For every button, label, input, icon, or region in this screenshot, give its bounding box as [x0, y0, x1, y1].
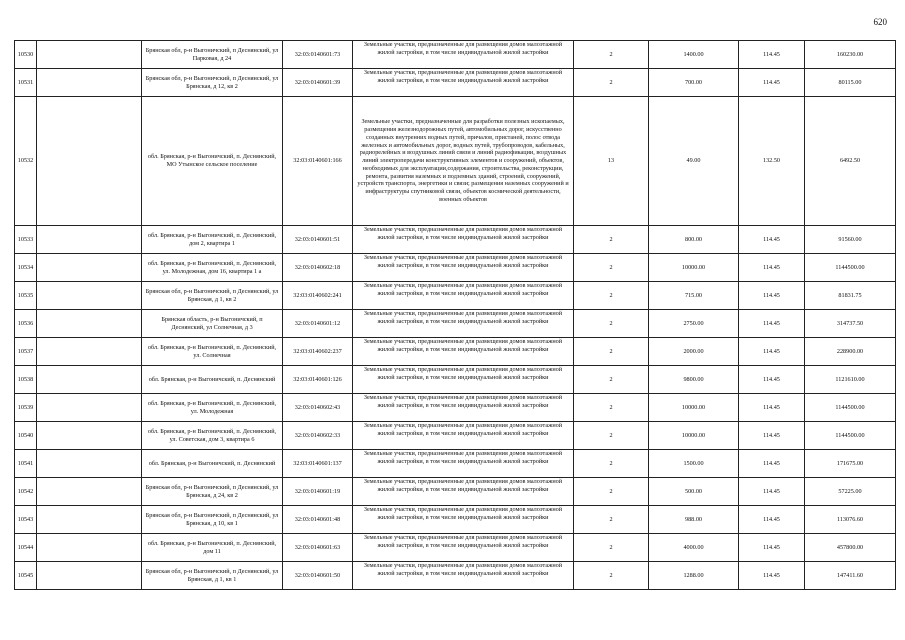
cadastral-number-cell: 32:03:0140601:51	[283, 226, 353, 254]
use-group-cell: 2	[574, 450, 649, 478]
table-row	[15, 366, 896, 394]
table-row	[15, 394, 896, 422]
row-number: 10536	[15, 310, 37, 338]
address-cell: Брянская обл, р-н Выгоничский, п Деснянский, ул Брянская, д 1, кв 2	[142, 282, 283, 310]
specific-value-cell: 114.45	[739, 450, 805, 478]
table-row	[15, 310, 896, 338]
address-cell: обл. Брянская, р-н Выгоничский, п. Деснянский, МО Утынское сельское поселение	[142, 97, 283, 226]
cadastral-number-cell: 32:03:0140601:137	[283, 450, 353, 478]
use-group-cell: 2	[574, 534, 649, 562]
area-cell: 10000.00	[649, 394, 739, 422]
specific-value-cell: 114.45	[739, 69, 805, 97]
specific-value-cell: 132.50	[739, 97, 805, 226]
cadastral-value-table	[14, 40, 896, 590]
blank-cell	[37, 226, 142, 254]
area-cell: 2750.00	[649, 310, 739, 338]
table-row	[15, 97, 896, 226]
land-use-purpose-cell: Земельные участки, предназначенные для размещения домов малоэтажной жилой застройки, в том числе индивидуальной жилой застройки	[353, 282, 574, 310]
row-number: 10545	[15, 562, 37, 590]
land-use-purpose-cell: Земельные участки, предназначенные для размещения домов малоэтажной жилой застройки, в том числе индивидуальной жилой застройки	[353, 69, 574, 97]
blank-cell	[37, 506, 142, 534]
land-use-purpose-cell: Земельные участки, предназначенные для размещения домов малоэтажной жилой застройки, в том числе индивидуальной жилой застройки	[353, 226, 574, 254]
blank-cell	[37, 450, 142, 478]
cadastral-value-cell: 91560.00	[805, 226, 896, 254]
use-group-cell: 2	[574, 254, 649, 282]
land-use-purpose-cell: Земельные участки, предназначенные для размещения домов малоэтажной жилой застройки, в том числе индивидуальной жилой застройки	[353, 338, 574, 366]
use-group-cell: 2	[574, 422, 649, 450]
land-use-purpose-cell: Земельные участки, предназначенные для размещения домов малоэтажной жилой застройки, в том числе индивидуальной жилой застройки	[353, 450, 574, 478]
area-cell: 1400.00	[649, 41, 739, 69]
cadastral-value-cell: 1144500.00	[805, 254, 896, 282]
blank-cell	[37, 478, 142, 506]
cadastral-number-cell: 32:03:0140601:48	[283, 506, 353, 534]
cadastral-value-cell: 160230.00	[805, 41, 896, 69]
address-cell: обл. Брянская, р-н Выгоничский, п. Деснянский, дом 11	[142, 534, 283, 562]
row-number: 10535	[15, 282, 37, 310]
specific-value-cell: 114.45	[739, 394, 805, 422]
area-cell: 49.00	[649, 97, 739, 226]
area-cell: 10000.00	[649, 422, 739, 450]
row-number: 10534	[15, 254, 37, 282]
area-cell: 700.00	[649, 69, 739, 97]
use-group-cell: 2	[574, 226, 649, 254]
row-number: 10532	[15, 97, 37, 226]
cadastral-value-cell: 80115.00	[805, 69, 896, 97]
address-cell: Брянская обл, р-н Выгоничский, п Деснянский, ул Брянская, д 24, кв 2	[142, 478, 283, 506]
cadastral-number-cell: 32:03:0140601:50	[283, 562, 353, 590]
specific-value-cell: 114.45	[739, 254, 805, 282]
cadastral-value-cell: 228900.00	[805, 338, 896, 366]
address-cell: обл. Брянская, р-н Выгоничский, п. Деснянский	[142, 366, 283, 394]
table-row	[15, 478, 896, 506]
area-cell: 2000.00	[649, 338, 739, 366]
cadastral-value-cell: 147411.60	[805, 562, 896, 590]
row-number: 10541	[15, 450, 37, 478]
area-cell: 988.00	[649, 506, 739, 534]
cadastral-value-cell: 1144500.00	[805, 394, 896, 422]
blank-cell	[37, 69, 142, 97]
address-cell: Брянская обл, р-н Выгоничский, п Деснянский, ул Брянская, д 10, кв 1	[142, 506, 283, 534]
land-use-purpose-cell: Земельные участки, предназначенные для размещения домов малоэтажной жилой застройки, в том числе индивидуальной жилой застройки	[353, 562, 574, 590]
cadastral-number-cell: 32:03:0140601:166	[283, 97, 353, 226]
table-row	[15, 41, 896, 69]
area-cell: 1288.00	[649, 562, 739, 590]
cadastral-value-cell: 1121610.00	[805, 366, 896, 394]
cadastral-number-cell: 32:03:0140601:126	[283, 366, 353, 394]
specific-value-cell: 114.45	[739, 310, 805, 338]
table-row	[15, 534, 896, 562]
row-number: 10537	[15, 338, 37, 366]
cadastral-value-cell: 113076.60	[805, 506, 896, 534]
specific-value-cell: 114.45	[739, 562, 805, 590]
address-cell: обл. Брянская, р-н Выгоничский, п. Деснянский, ул. Молодежная	[142, 394, 283, 422]
blank-cell	[37, 41, 142, 69]
area-cell: 500.00	[649, 478, 739, 506]
address-cell: Брянская область, р-н Выгоничский, п Деснянский, ул Солнечная, д 3	[142, 310, 283, 338]
use-group-cell: 2	[574, 69, 649, 97]
blank-cell	[37, 422, 142, 450]
cadastral-number-cell: 32:03:0140602:237	[283, 338, 353, 366]
blank-cell	[37, 310, 142, 338]
cadastral-number-cell: 32:03:0140601:73	[283, 41, 353, 69]
area-cell: 10000.00	[649, 254, 739, 282]
cadastral-number-cell: 32:03:0140601:39	[283, 69, 353, 97]
specific-value-cell: 114.45	[739, 226, 805, 254]
table-row	[15, 69, 896, 97]
table-row	[15, 562, 896, 590]
row-number: 10538	[15, 366, 37, 394]
cadastral-number-cell: 32:03:0140602:18	[283, 254, 353, 282]
cadastral-value-cell: 57225.00	[805, 478, 896, 506]
use-group-cell: 2	[574, 478, 649, 506]
blank-cell	[37, 254, 142, 282]
cadastral-value-cell: 6492.50	[805, 97, 896, 226]
land-use-purpose-cell: Земельные участки, предназначенные для размещения домов малоэтажной жилой застройки, в том числе индивидуальной жилой застройки	[353, 506, 574, 534]
cadastral-value-cell: 1144500.00	[805, 422, 896, 450]
cadastral-number-cell: 32:03:0140602:241	[283, 282, 353, 310]
use-group-cell: 2	[574, 310, 649, 338]
land-use-purpose-cell: Земельные участки, предназначенные для размещения домов малоэтажной жилой застройки, в том числе индивидуальной жилой застройки	[353, 310, 574, 338]
address-cell: обл. Брянская, р-н Выгоничский, п. Деснянский, ул. Советская, дом 3, квартира 6	[142, 422, 283, 450]
area-cell: 715.00	[649, 282, 739, 310]
address-cell: Брянская обл, р-н Выгоничский, п Деснянский, ул Брянская, д 1, кв 1	[142, 562, 283, 590]
table-row	[15, 506, 896, 534]
table-row	[15, 338, 896, 366]
row-number: 10544	[15, 534, 37, 562]
land-use-purpose-cell: Земельные участки, предназначенные для разработки полезных ископаемых, размещения железнодорожных путей, автомобильных дорог, искусственно созданных внутренних водных путей, причалов, пристаней, полос отвода железных и автомобильных дорог, водных путей, трубопроводов, кабельных, радиорелейных и воздушных линий связи и линий радиофикации, воздушных линий электропередачи конструктивных элементов и сооружений, объектов, необходимых для эксплуатации,содержания, строительства, реконструкции, ремонта, развития наземных и подземных зданий, строений, сооружений, устройств транспорта, энергетики и связи; размещения наземных сооружений и инфраструктуры спутниковой связи, объектов космической деятельности, военных объектов	[353, 97, 574, 226]
address-cell: обл. Брянская, р-н Выгоничский, п. Деснянский, ул. Молодежная, дом 16, квартира 1 а	[142, 254, 283, 282]
address-cell: обл. Брянская, р-н Выгоничский, п. Деснянский, ул. Солнечная	[142, 338, 283, 366]
row-number: 10543	[15, 506, 37, 534]
land-use-purpose-cell: Земельные участки, предназначенные для размещения домов малоэтажной жилой застройки, в том числе индивидуальной жилой застройки	[353, 534, 574, 562]
row-number: 10533	[15, 226, 37, 254]
area-cell: 9800.00	[649, 366, 739, 394]
blank-cell	[37, 394, 142, 422]
address-cell: обл. Брянская, р-н Выгоничский, п. Деснянский	[142, 450, 283, 478]
use-group-cell: 2	[574, 562, 649, 590]
specific-value-cell: 114.45	[739, 422, 805, 450]
use-group-cell: 2	[574, 366, 649, 394]
row-number: 10539	[15, 394, 37, 422]
use-group-cell: 2	[574, 338, 649, 366]
table-row	[15, 450, 896, 478]
specific-value-cell: 114.45	[739, 506, 805, 534]
specific-value-cell: 114.45	[739, 534, 805, 562]
blank-cell	[37, 562, 142, 590]
row-number: 10540	[15, 422, 37, 450]
blank-cell	[37, 534, 142, 562]
area-cell: 800.00	[649, 226, 739, 254]
land-use-purpose-cell: Земельные участки, предназначенные для размещения домов малоэтажной жилой застройки, в том числе индивидуальной жилой застройки	[353, 478, 574, 506]
area-cell: 4000.00	[649, 534, 739, 562]
land-use-purpose-cell: Земельные участки, предназначенные для размещения домов малоэтажной жилой застройки, в том числе индивидуальной жилой застройки	[353, 422, 574, 450]
table-row	[15, 226, 896, 254]
row-number: 10531	[15, 69, 37, 97]
table-row	[15, 254, 896, 282]
blank-cell	[37, 282, 142, 310]
cadastral-value-cell: 81831.75	[805, 282, 896, 310]
cadastral-value-cell: 314737.50	[805, 310, 896, 338]
address-cell: обл. Брянская, р-н Выгоничский, п. Деснянский, дом 2, квартира 1	[142, 226, 283, 254]
specific-value-cell: 114.45	[739, 366, 805, 394]
cadastral-number-cell: 32:03:0140601:12	[283, 310, 353, 338]
blank-cell	[37, 338, 142, 366]
use-group-cell: 2	[574, 41, 649, 69]
row-number: 10542	[15, 478, 37, 506]
cadastral-number-cell: 32:03:0140601:63	[283, 534, 353, 562]
blank-cell	[37, 366, 142, 394]
address-cell: Брянская обл, р-н Выгоничский, п Деснянский, ул Парковая, д 24	[142, 41, 283, 69]
table-row	[15, 422, 896, 450]
specific-value-cell: 114.45	[739, 478, 805, 506]
land-use-purpose-cell: Земельные участки, предназначенные для размещения домов малоэтажной жилой застройки, в том числе индивидуальной жилой застройки	[353, 254, 574, 282]
cadastral-number-cell: 32:03:0140602:33	[283, 422, 353, 450]
cadastral-value-cell: 457800.00	[805, 534, 896, 562]
land-use-purpose-cell: Земельные участки, предназначенные для размещения домов малоэтажной жилой застройки, в том числе индивидуальной жилой застройки	[353, 366, 574, 394]
table-body	[15, 41, 896, 590]
address-cell: Брянская обл, р-н Выгоничский, п Деснянский, ул Брянская, д 12, кв 2	[142, 69, 283, 97]
use-group-cell: 13	[574, 97, 649, 226]
land-use-purpose-cell: Земельные участки, предназначенные для размещения домов малоэтажной жилой застройки, в том числе индивидуальной жилой застройки	[353, 41, 574, 69]
cadastral-number-cell: 32:03:0140602:43	[283, 394, 353, 422]
specific-value-cell: 114.45	[739, 282, 805, 310]
use-group-cell: 2	[574, 394, 649, 422]
cadastral-number-cell: 32:03:0140601:19	[283, 478, 353, 506]
land-use-purpose-cell: Земельные участки, предназначенные для размещения домов малоэтажной жилой застройки, в том числе индивидуальной жилой застройки	[353, 394, 574, 422]
blank-cell	[37, 97, 142, 226]
use-group-cell: 2	[574, 506, 649, 534]
table-row	[15, 282, 896, 310]
area-cell: 1500.00	[649, 450, 739, 478]
specific-value-cell: 114.45	[739, 338, 805, 366]
row-number: 10530	[15, 41, 37, 69]
use-group-cell: 2	[574, 282, 649, 310]
cadastral-value-cell: 171675.00	[805, 450, 896, 478]
specific-value-cell: 114.45	[739, 41, 805, 69]
page-number: 620	[873, 17, 887, 27]
